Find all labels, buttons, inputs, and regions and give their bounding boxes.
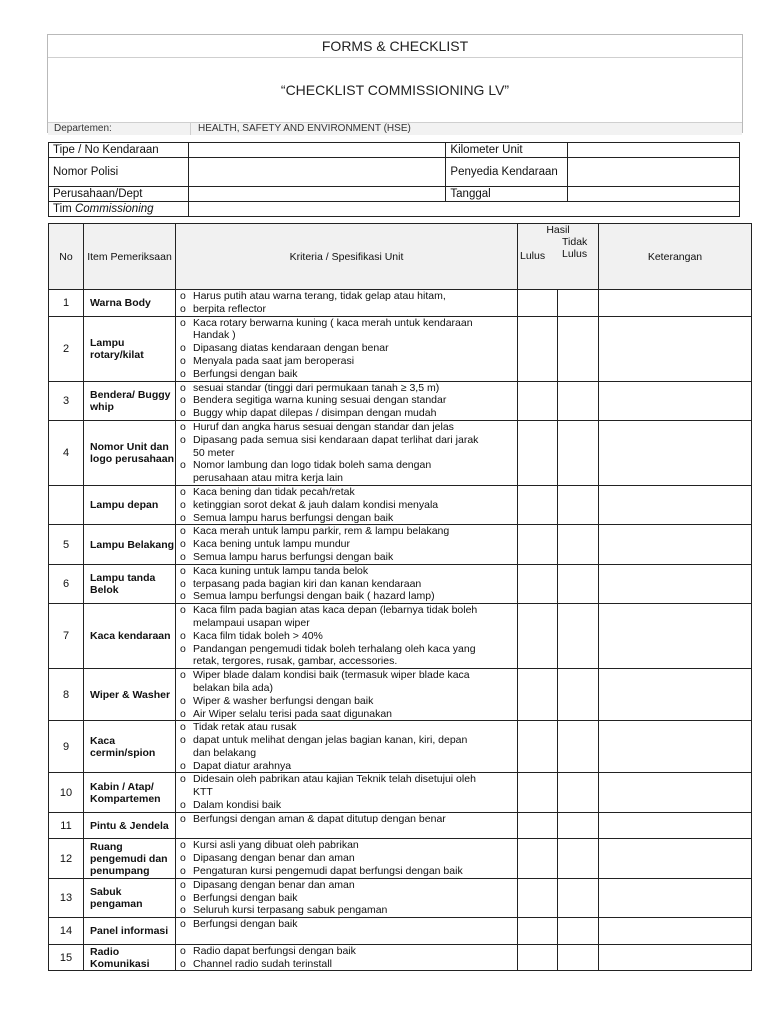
tidak-lulus-checkbox[interactable] (558, 669, 599, 721)
table-row (49, 485, 752, 524)
criteria-line: o Berfungsi dengan baik (180, 367, 298, 380)
tidak-lulus-checkbox[interactable] (558, 525, 599, 564)
checklist-title: “CHECKLIST COMMISSIONING LV” (280, 82, 510, 98)
bullet-icon: o (180, 721, 186, 734)
criteria-cell (176, 669, 518, 721)
tidak-lulus-checkbox[interactable] (558, 564, 599, 603)
criteria-line: o Radio dapat berfungsi dengan baik (180, 944, 356, 957)
bullet-icon: o (180, 420, 186, 433)
criteria-line (180, 931, 515, 944)
criteria-line: belakan bila ada) (193, 681, 273, 694)
item-name: Kaca kendaraan (84, 604, 176, 669)
bullet-icon: o (180, 891, 186, 904)
table-row (49, 721, 752, 773)
bullet-icon: o (180, 485, 186, 498)
keterangan-field[interactable] (599, 525, 752, 564)
bullet-icon: o (180, 354, 186, 367)
lulus-checkbox[interactable] (518, 420, 558, 485)
bullet-icon: o (180, 629, 186, 642)
keterangan-field[interactable] (599, 485, 752, 524)
penyedia-label: Penyedia Kendaraan (446, 158, 568, 187)
row-number: 10 (49, 773, 84, 812)
nomor-polisi-field[interactable] (188, 158, 446, 187)
criteria-line: Handak ) (193, 329, 236, 342)
bullet-icon: o (180, 839, 186, 852)
tidak-lulus-checkbox[interactable] (558, 773, 599, 812)
criteria-line: o Nomor lambung dan logo tidak boleh sama dengan (180, 459, 432, 472)
criteria-line: o Kaca merah untuk lampu parkir, rem & lampu belakang (180, 525, 450, 538)
keterangan-field[interactable] (599, 812, 752, 839)
bullet-icon: o (180, 590, 186, 603)
row-number: 4 (49, 420, 84, 485)
table-row (49, 773, 752, 812)
criteria-line: o Wiper blade dalam kondisi baik (termasuk wiper blade kaca (180, 669, 470, 682)
table-row (49, 604, 752, 669)
row-number: 1 (49, 290, 84, 317)
hasil-label: Hasil (546, 224, 570, 236)
lulus-checkbox[interactable] (518, 381, 558, 420)
lulus-checkbox[interactable] (518, 812, 558, 839)
table-row (49, 381, 752, 420)
col-hasil-header (518, 224, 599, 290)
item-name: Nomor Unit dan logo perusahaan (84, 420, 176, 485)
criteria-cell (176, 316, 518, 381)
criteria-line: o Tidak retak atau rusak (180, 721, 297, 734)
criteria-line: o Harus putih atau warna terang, tidak gelap atau hitam, (180, 290, 446, 302)
nomor-polisi-label: Nomor Polisi (49, 158, 189, 187)
item-name: Bendera/ Buggy whip (84, 381, 176, 420)
lulus-checkbox[interactable] (518, 878, 558, 917)
criteria-line: o Dalam kondisi baik (180, 799, 282, 812)
col-item-header: Item Pemeriksaan (84, 224, 176, 290)
criteria-cell (176, 812, 518, 839)
criteria-line: o sesuai standar (tinggi dari permukaan tanah ≥ 3,5 m) (180, 381, 440, 394)
criteria-line: o Dipasang pada semua sisi kendaraan dapat terlihat dari jarak (180, 433, 479, 446)
item-name: Pintu & Jendela (84, 812, 176, 839)
bullet-icon: o (180, 433, 186, 446)
tidak-lulus-checkbox[interactable] (558, 485, 599, 524)
keterangan-field[interactable] (599, 316, 752, 381)
criteria-line: o Dipasang diatas kendaraan dengan benar (180, 342, 389, 355)
criteria-line: o Menyala pada saat jam beroperasi (180, 354, 355, 367)
department-row (48, 122, 742, 135)
criteria-line: o Didesain oleh pabrikan atau kajian Teknik telah disetujui oleh (180, 773, 476, 786)
table-row (49, 918, 752, 945)
item-name: Warna Body (84, 290, 176, 317)
criteria-cell (176, 564, 518, 603)
bullet-icon: o (180, 734, 186, 747)
keterangan-field[interactable] (599, 878, 752, 917)
criteria-cell (176, 290, 518, 317)
criteria-cell (176, 381, 518, 420)
bullet-icon: o (180, 812, 186, 825)
vehicle-info-table (48, 142, 740, 217)
bullet-icon: o (180, 604, 186, 617)
lulus-checkbox[interactable] (518, 839, 558, 878)
keterangan-field[interactable] (599, 839, 752, 878)
lulus-checkbox[interactable] (518, 564, 558, 603)
keterangan-field[interactable] (599, 381, 752, 420)
lulus-checkbox[interactable] (518, 669, 558, 721)
row-number: 3 (49, 381, 84, 420)
criteria-line: melampaui usapan wiper (193, 616, 310, 629)
tim-label-italic: Commissioning (74, 202, 154, 215)
criteria-line: o Wiper & washer berfungsi dengan baik (180, 694, 374, 707)
tidak-lulus-checkbox[interactable] (558, 290, 599, 317)
criteria-line: o Kaca bening untuk lampu mundur (180, 538, 351, 551)
criteria-line: o Semua lampu harus berfungsi dengan baik (180, 550, 394, 563)
tanggal-label: Tanggal (446, 187, 568, 202)
item-name: Lampu rotary/kilat (84, 316, 176, 381)
criteria-cell (176, 944, 518, 971)
bullet-icon: o (180, 669, 186, 682)
kilometer-label: Kilometer Unit (446, 143, 568, 158)
criteria-cell (176, 721, 518, 773)
tidak-lulus-label: Tidak Lulus (562, 236, 588, 260)
bullet-icon: o (180, 577, 186, 590)
criteria-cell (176, 839, 518, 878)
tim-label (49, 202, 189, 217)
tim-label-text: Tim (53, 202, 72, 215)
criteria-line: o Berfungsi dengan baik (180, 891, 298, 904)
bullet-icon: o (180, 865, 186, 878)
criteria-line (180, 826, 515, 839)
bullet-icon: o (180, 759, 186, 772)
criteria-line: o Berfungsi dengan baik (180, 918, 298, 931)
tidak-lulus-checkbox[interactable] (558, 839, 599, 878)
bullet-icon: o (180, 852, 186, 865)
tidak-lulus-checkbox[interactable] (558, 316, 599, 381)
criteria-line: o Buggy whip dapat dilepas / disimpan dengan mudah (180, 407, 437, 420)
row-number: 6 (49, 564, 84, 603)
criteria-line: o ketinggian sorot dekat & jauh dalam kondisi menyala (180, 498, 439, 511)
bullet-icon: o (180, 407, 186, 420)
row-number: 9 (49, 721, 84, 773)
criteria-line: 50 meter (193, 446, 235, 459)
criteria-line: o Kaca rotary berwarna kuning ( kaca merah untuk kendaraan (180, 316, 473, 329)
department-divider (190, 123, 191, 135)
criteria-cell (176, 918, 518, 945)
keterangan-field[interactable] (599, 604, 752, 669)
keterangan-field[interactable] (599, 944, 752, 971)
criteria-line: o Dapat diatur arahnya (180, 759, 292, 772)
bullet-icon: o (180, 707, 186, 720)
bullet-icon: o (180, 316, 186, 329)
bullet-icon: o (180, 302, 186, 315)
perusahaan-label: Perusahaan/Dept (49, 187, 189, 202)
tipe-label: Tipe / No Kendaraan (49, 143, 189, 158)
table-row (49, 944, 752, 971)
criteria-line: o Dipasang dengan benar dan aman (180, 852, 355, 865)
bullet-icon: o (180, 498, 186, 511)
perusahaan-field[interactable] (188, 187, 446, 202)
lulus-checkbox[interactable] (518, 944, 558, 971)
table-row (49, 316, 752, 381)
bullet-icon: o (180, 525, 186, 538)
criteria-line: o Air Wiper selalu terisi pada saat digunakan (180, 707, 393, 720)
criteria-line: o berpita reflector (180, 302, 266, 315)
penyedia-field[interactable] (568, 158, 740, 187)
table-row (49, 290, 752, 317)
bullet-icon: o (180, 957, 186, 970)
department-value: HEALTH, SAFETY AND ENVIRONMENT (HSE) (198, 123, 411, 134)
keterangan-field[interactable] (599, 420, 752, 485)
keterangan-field[interactable] (599, 290, 752, 317)
lulus-checkbox[interactable] (518, 485, 558, 524)
bullet-icon: o (180, 290, 186, 302)
criteria-line: o Dipasang dengan benar dan aman (180, 878, 355, 891)
table-row (49, 564, 752, 603)
tidak-lulus-checkbox[interactable] (558, 721, 599, 773)
criteria-line: o Channel radio sudah terinstall (180, 957, 332, 970)
lulus-checkbox[interactable] (518, 773, 558, 812)
lulus-checkbox[interactable] (518, 525, 558, 564)
tidak-lulus-checkbox[interactable] (558, 918, 599, 945)
criteria-line: retak, tergores, rusak, gambar, accessories. (193, 655, 398, 668)
tidak-lulus-checkbox[interactable] (558, 878, 599, 917)
criteria-line: o Pengaturan kursi pengemudi dapat berfungsi dengan baik (180, 865, 463, 878)
keterangan-field[interactable] (599, 721, 752, 773)
form-header (47, 34, 743, 133)
checklist-rows (49, 290, 752, 971)
bullet-icon: o (180, 918, 186, 931)
criteria-line: o Semua lampu berfungsi dengan baik ( hazard lamp) (180, 590, 435, 603)
criteria-line: perusahaan atau mitra kerja lain (193, 472, 344, 485)
item-name: Panel informasi (84, 918, 176, 945)
col-kriteria-header: Kriteria / Spesifikasi Unit (176, 224, 518, 290)
criteria-line: o Kaca film pada bagian atas kaca depan (lebarnya tidak boleh (180, 604, 478, 617)
bullet-icon: o (180, 944, 186, 957)
row-number: 8 (49, 669, 84, 721)
keterangan-field[interactable] (599, 669, 752, 721)
keterangan-field[interactable] (599, 918, 752, 945)
table-row (49, 812, 752, 839)
table-row (49, 839, 752, 878)
item-name: Kabin / Atap/ Kompartemen (84, 773, 176, 812)
criteria-line: o Pandangan pengemudi tidak boleh terhalang oleh kaca yang (180, 642, 476, 655)
item-name: Lampu depan (84, 485, 176, 524)
tidak-lulus-checkbox[interactable] (558, 944, 599, 971)
criteria-cell (176, 525, 518, 564)
checklist-table (48, 223, 752, 971)
item-name: Wiper & Washer (84, 669, 176, 721)
criteria-line: o dapat untuk melihat dengan jelas bagian kanan, kiri, depan (180, 734, 468, 747)
row-number: 12 (49, 839, 84, 878)
criteria-line: o Kaca kuning untuk lampu tanda belok (180, 564, 369, 577)
table-row (49, 525, 752, 564)
criteria-line: dan belakang (193, 746, 257, 759)
bullet-icon: o (180, 694, 186, 707)
criteria-line: o Huruf dan angka harus sesuai dengan standar dan jelas (180, 420, 454, 433)
tidak-lulus-checkbox[interactable] (558, 604, 599, 669)
criteria-cell (176, 420, 518, 485)
table-row (49, 878, 752, 917)
tanggal-field[interactable] (568, 187, 740, 202)
bullet-icon: o (180, 511, 186, 524)
lulus-label: Lulus (520, 250, 546, 262)
lulus-checkbox[interactable] (518, 721, 558, 773)
criteria-line: o Bendera segitiga warna kuning sesuai dengan standar (180, 394, 447, 407)
criteria-line: o Kaca bening dan tidak pecah/retak (180, 485, 355, 498)
row-number: 14 (49, 918, 84, 945)
item-name: Kaca cermin/spion (84, 721, 176, 773)
table-row (49, 669, 752, 721)
criteria-line: o Berfungsi dengan aman & dapat ditutup dengan benar (180, 812, 446, 825)
item-name: Radio Komunikasi (84, 944, 176, 971)
bullet-icon: o (180, 459, 186, 472)
lulus-checkbox[interactable] (518, 316, 558, 381)
bullet-icon: o (180, 773, 186, 786)
criteria-line: o Kursi asli yang dibuat oleh pabrikan (180, 839, 359, 852)
row-number (49, 485, 84, 524)
bullet-icon: o (180, 642, 186, 655)
keterangan-field[interactable] (599, 564, 752, 603)
department-label: Departemen: (54, 123, 112, 134)
item-name: Lampu tanda Belok (84, 564, 176, 603)
bullet-icon: o (180, 904, 186, 917)
criteria-line: KTT (193, 786, 213, 799)
bullet-icon: o (180, 381, 186, 394)
criteria-cell (176, 485, 518, 524)
lulus-checkbox[interactable] (518, 290, 558, 317)
tipe-field[interactable] (188, 143, 446, 158)
bullet-icon: o (180, 878, 186, 891)
item-name: Lampu Belakang (84, 525, 176, 564)
bullet-icon: o (180, 799, 186, 812)
criteria-cell (176, 878, 518, 917)
row-number: 2 (49, 316, 84, 381)
row-number: 7 (49, 604, 84, 669)
form-title: FORMS & CHECKLIST (48, 35, 742, 58)
criteria-line: o terpasang pada bagian kiri dan kanan kendaraan (180, 577, 422, 590)
tidak-lulus-checkbox[interactable] (558, 420, 599, 485)
tidak-lulus-checkbox[interactable] (558, 812, 599, 839)
bullet-icon: o (180, 564, 186, 577)
criteria-line: o Seluruh kursi terpasang sabuk pengaman (180, 904, 388, 917)
item-name: Sabuk pengaman (84, 878, 176, 917)
lulus-checkbox[interactable] (518, 604, 558, 669)
bullet-icon: o (180, 538, 186, 551)
keterangan-field[interactable] (599, 773, 752, 812)
bullet-icon: o (180, 342, 186, 355)
criteria-cell (176, 604, 518, 669)
table-row (49, 420, 752, 485)
lulus-checkbox[interactable] (518, 918, 558, 945)
bullet-icon: o (180, 550, 186, 563)
criteria-line: o Semua lampu harus berfungsi dengan baik (180, 511, 394, 524)
row-number: 13 (49, 878, 84, 917)
item-name: Ruang pengemudi dan penumpang (84, 839, 176, 878)
kilometer-field[interactable] (568, 143, 740, 158)
tim-field[interactable] (188, 202, 739, 217)
criteria-line: o Kaca film tidak boleh > 40% (180, 629, 323, 642)
bullet-icon: o (180, 394, 186, 407)
col-no-header: No (49, 224, 84, 290)
bullet-icon: o (180, 367, 186, 380)
row-number: 5 (49, 525, 84, 564)
col-keterangan-header: Keterangan (599, 224, 752, 290)
criteria-cell (176, 773, 518, 812)
row-number: 11 (49, 812, 84, 839)
row-number: 15 (49, 944, 84, 971)
tidak-lulus-checkbox[interactable] (558, 381, 599, 420)
